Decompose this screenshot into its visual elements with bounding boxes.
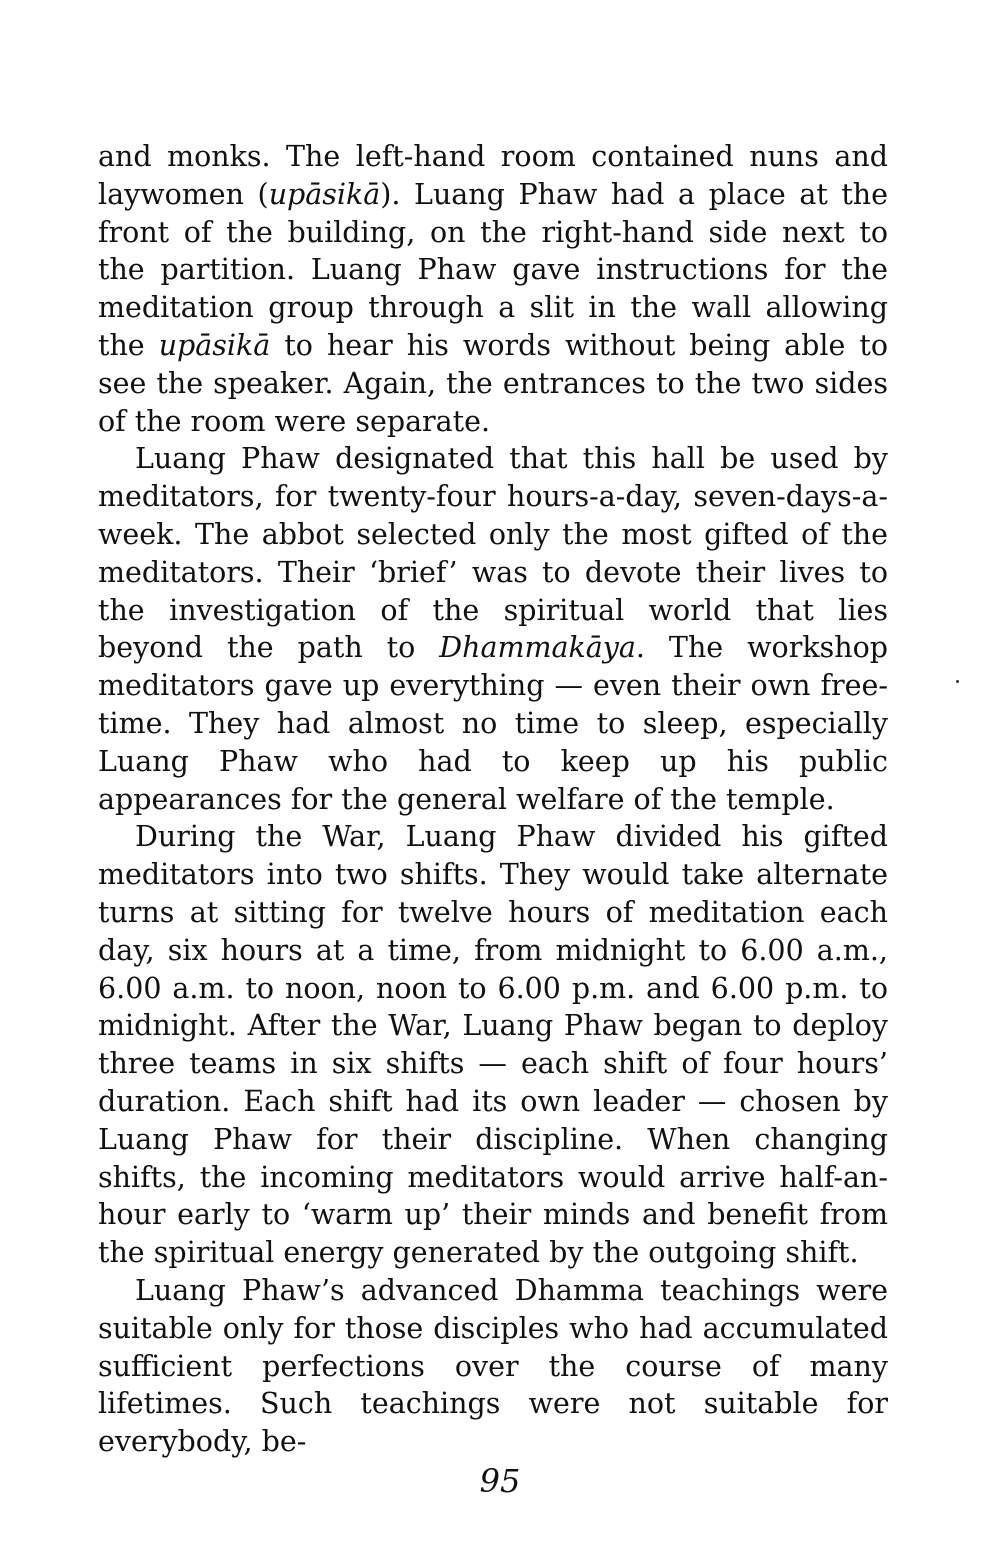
body-text (98, 138, 888, 1461)
paragraph-2-text-2: . The workshop meditators gave up everything — even their own free-time. They had almost no time to sleep, especially Luang Phaw who had to keep up his public appearances for the general welfare of the temple. (98, 631, 888, 816)
paragraph-1-text-2: ). Luang Phaw had a place at the front of the building, on the right-hand side next to the partition. Luang Phaw gave instructions for the meditation group through a slit in the wall allowing the (98, 177, 889, 362)
paragraph-1-text-3: to hear his words without being able to see the speaker. Again, the entrances to the two sides of the room were separate. (98, 328, 888, 438)
paragraph-3 (98, 818, 888, 1272)
paragraph-2-text-1: Luang Phaw designated that this hall be used by meditators, for twenty-four hours-a-day, seven-days-a-week. The abbot selected only the most gifted of the meditators. Their ‘brief’ was to devote their lives to the investigation of the spiritual world that lies beyond the path to (98, 442, 888, 665)
term-dhammakaya: Dhammakāya (439, 631, 636, 665)
term-upasika: upāsikā (158, 328, 271, 362)
paragraph-1 (98, 138, 888, 440)
paragraph-2 (98, 440, 888, 818)
paragraph-3-text: During the War, Luang Phaw divided his gifted meditators into two shifts. They would take alternate turns at sitting for twelve hours of meditation each day, six hours at a time, from midnight to 6.00 a.m., 6.00 a.m. to noon, noon to 6.00 p.m. and 6.00 p.m. to midnight. After the War, Luang Phaw began to deploy three teams in six shifts — each shift of four hours’ duration. Each shift had its own leader — chosen by Luang Phaw for their discipline. When changing shifts, the incoming meditators would arrive half-an-hour early to ‘warm up’ their minds and benefit from the spiritual energy generated by the outgoing shift. (98, 820, 888, 1270)
paragraph-1-text-1: and monks. The left-hand room contained nuns and laywomen ( (98, 140, 888, 211)
page-number: 95 (479, 1462, 521, 1500)
paragraph-4-text: Luang Phaw’s advanced Dhamma teachings were suitable only for those disciples who had accumulated sufficient perfections over the course of many lifetimes. Such teachings were not suitable for everybody, be- (98, 1273, 888, 1459)
term-upasika: upāsikā (268, 177, 381, 211)
scan-speck (956, 680, 959, 683)
paragraph-4 (98, 1272, 888, 1461)
